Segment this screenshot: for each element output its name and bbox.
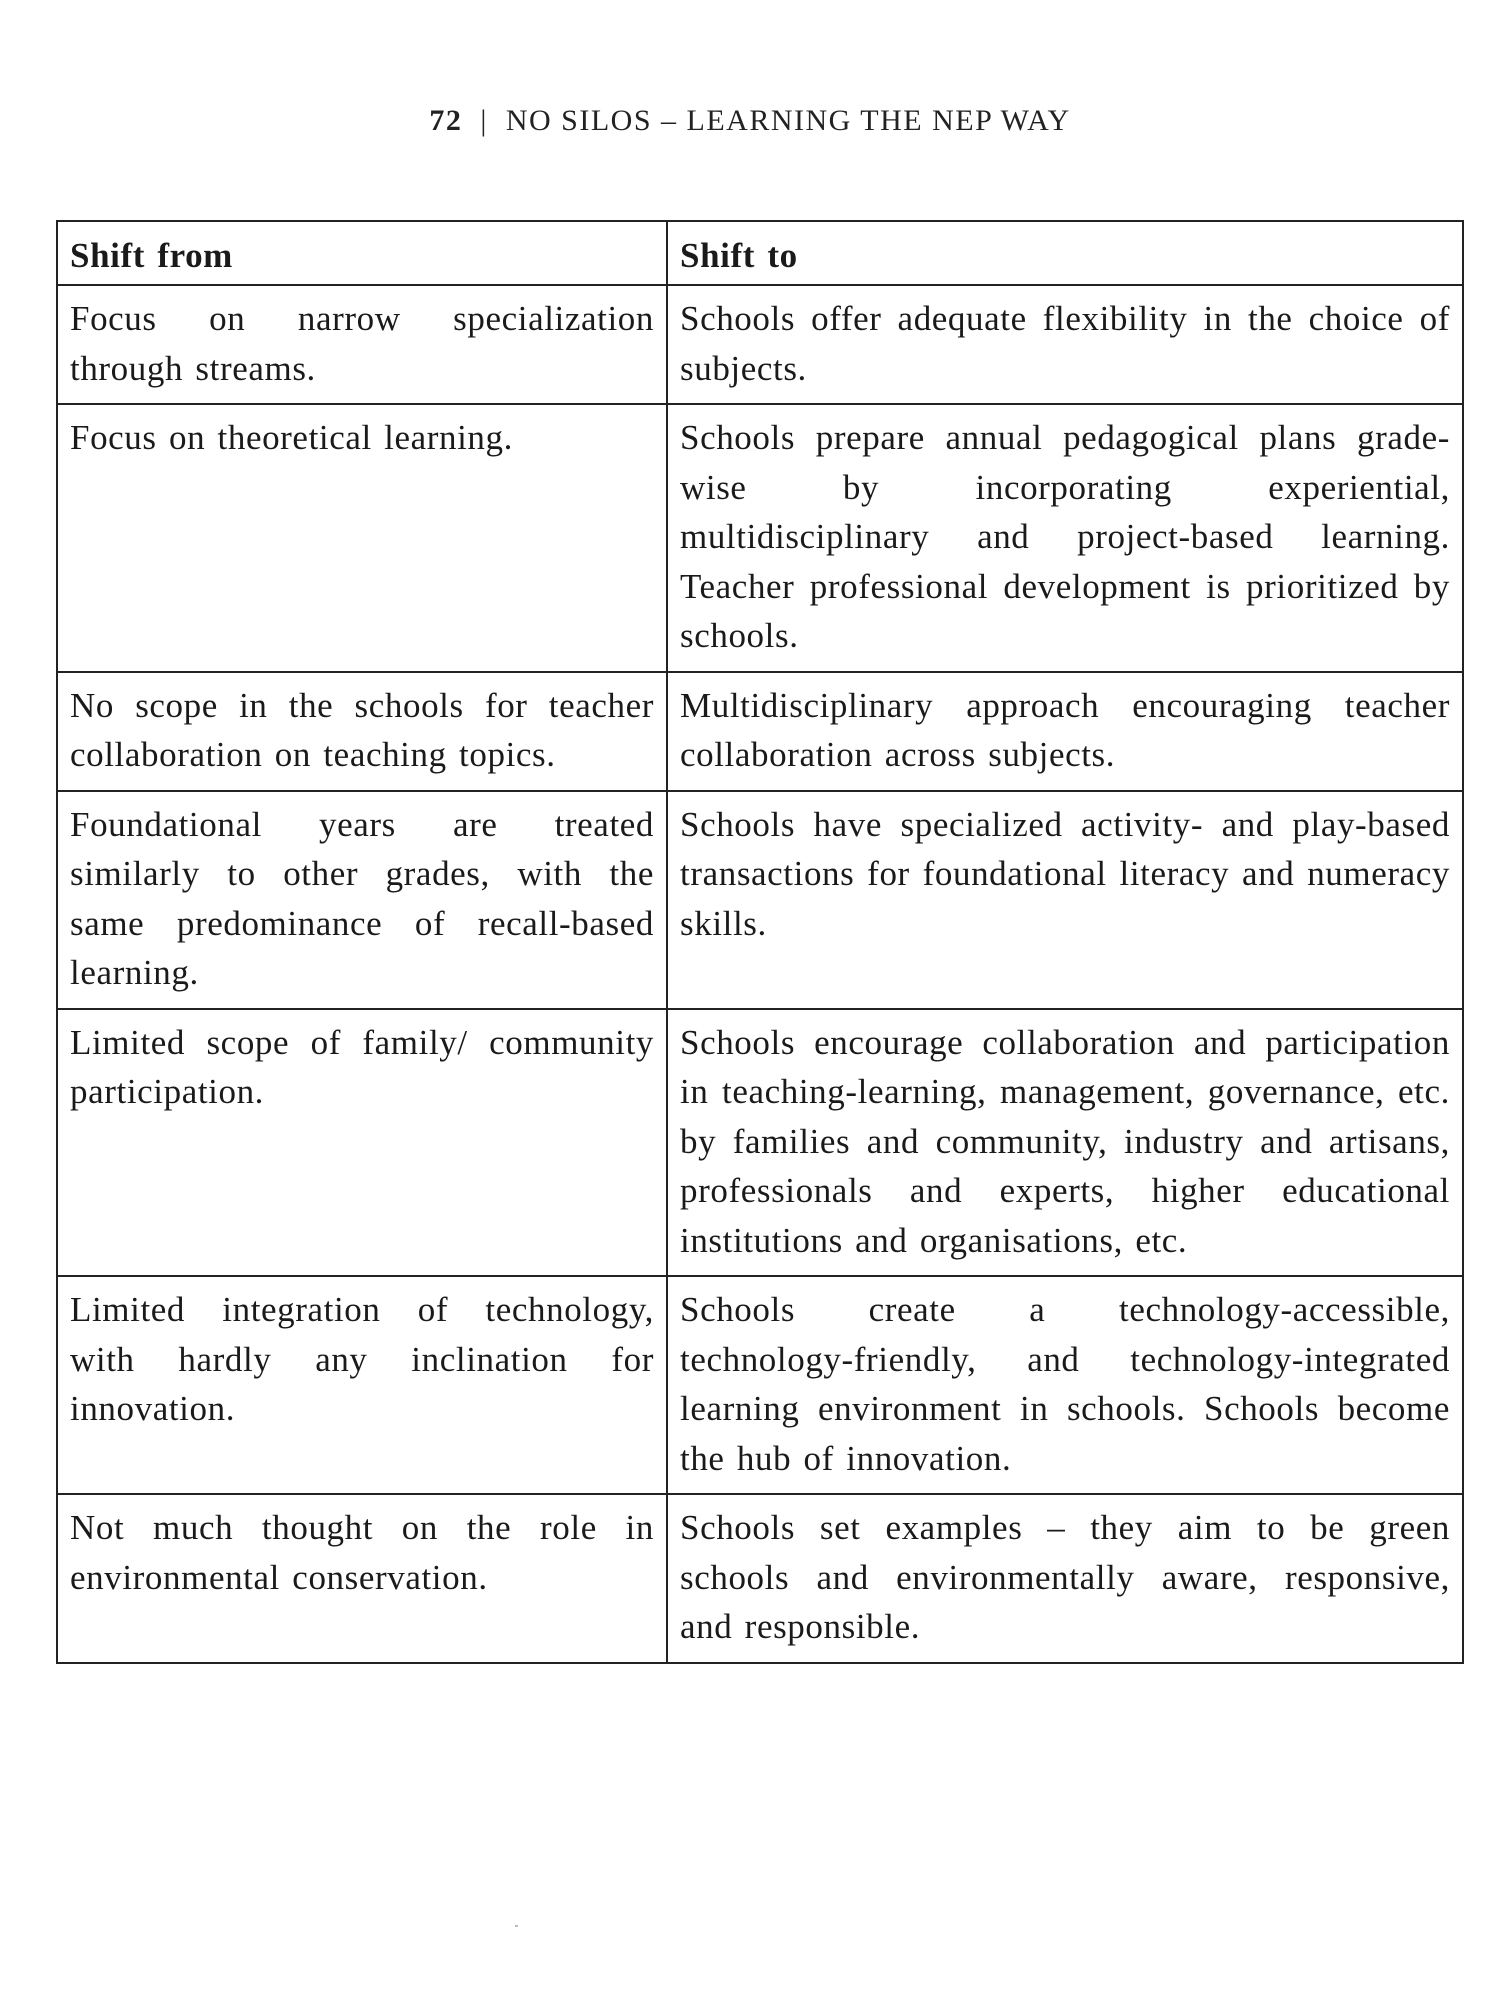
shift-to-cell: Multidisciplinary approach encouraging teacher collaboration across subjects. [667, 672, 1463, 791]
shift-to-cell: Schools encourage collaboration and participation in teaching-learning, management, governance, etc. by families and community, industry and artisans, professionals and experts, higher educational institutions and organisations, etc. [667, 1009, 1463, 1277]
shift-from-cell: No scope in the schools for teacher collaboration on teaching topics. [57, 672, 667, 791]
shift-to-cell: Schools set examples – they aim to be green schools and environmentally aware, responsive, and responsible. [667, 1494, 1463, 1663]
scan-speck [515, 1925, 518, 1927]
header-separator: | [480, 104, 488, 137]
table-row [57, 1009, 1463, 1277]
shift-comparison-table [56, 220, 1464, 1664]
shift-from-cell: Foundational years are treated similarly to other grades, with the same predominance of recall-based learning. [57, 791, 667, 1009]
shift-from-cell: Limited integration of technology, with hardly any inclination for innovation. [57, 1276, 667, 1494]
shift-to-cell: Schools create a technology-accessible, technology-friendly, and technology-integrated learning environment in schools. Schools become the hub of innovation. [667, 1276, 1463, 1494]
shift-to-cell: Schools prepare annual pedagogical plans grade-wise by incorporating experiential, multidisciplinary and project-based learning. Teacher professional development is prioritized by schools. [667, 404, 1463, 672]
table-row [57, 791, 1463, 1009]
running-header [0, 104, 1500, 138]
table-row [57, 404, 1463, 672]
table-row [57, 1494, 1463, 1663]
shift-to-cell: Schools offer adequate flexibility in the choice of subjects. [667, 285, 1463, 404]
shift-from-cell: Not much thought on the role in environmental conservation. [57, 1494, 667, 1663]
table-row [57, 1276, 1463, 1494]
column-header-shift-to: Shift to [667, 221, 1463, 285]
shift-from-cell: Focus on narrow specialization through streams. [57, 285, 667, 404]
book-title: NO SILOS – LEARNING THE NEP WAY [505, 104, 1071, 137]
table-row [57, 285, 1463, 404]
table-row [57, 672, 1463, 791]
page-number: 72 [429, 104, 463, 137]
column-header-shift-from: Shift from [57, 221, 667, 285]
shift-to-cell: Schools have specialized activity- and play-based transactions for foundational literacy and numeracy skills. [667, 791, 1463, 1009]
shift-from-cell: Limited scope of family/ community participation. [57, 1009, 667, 1277]
shift-from-cell: Focus on theoretical learning. [57, 404, 667, 672]
table-header-row [57, 221, 1463, 285]
